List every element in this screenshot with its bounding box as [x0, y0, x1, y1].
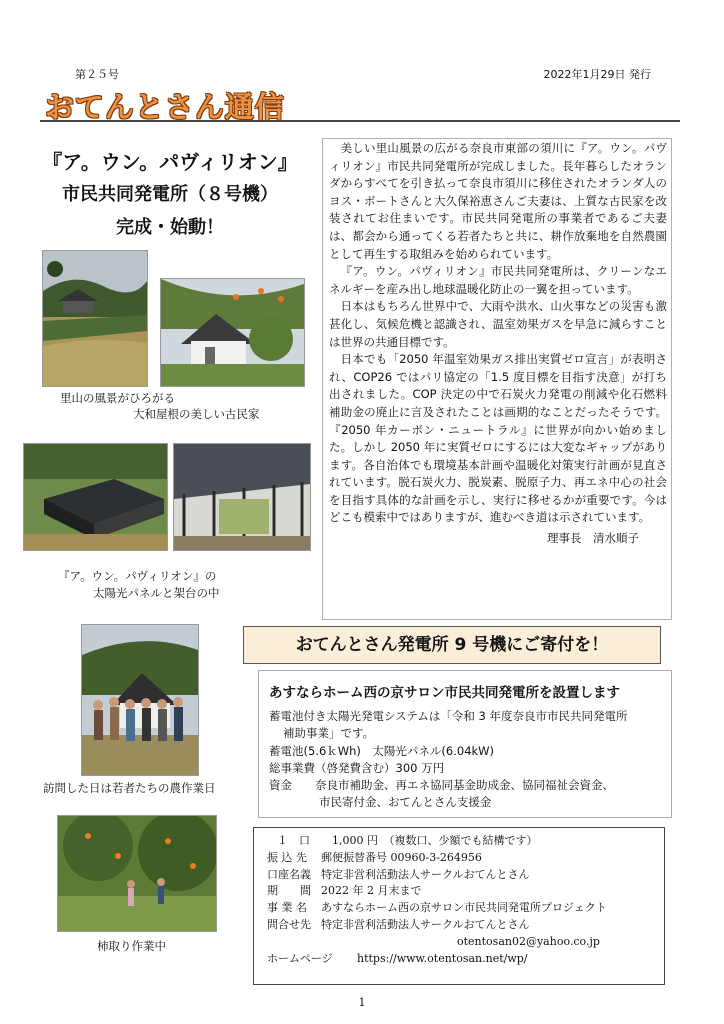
- account-label: 口座名義: [267, 867, 311, 881]
- homepage-label: ホームページ: [267, 951, 333, 965]
- pavilion-inside-photo: [173, 443, 311, 551]
- caption-panel-2: 太陽光パネルと架台の中: [93, 586, 220, 600]
- issue-number: 第２５号: [75, 68, 119, 81]
- period-value: 2022 年 2 月末まで: [321, 884, 422, 898]
- masthead-title: おてんとさん通信: [45, 90, 285, 124]
- donation-banner: おてんとさん発電所 9 号機にご寄付を！: [243, 626, 661, 664]
- period-row: [267, 883, 664, 900]
- contact-label: 問合せ先: [267, 917, 311, 931]
- headline-line3: 完成・始動！: [116, 217, 224, 238]
- visitors-photo: [81, 624, 199, 776]
- project-line: 総事業費（啓発費含む）300 万円: [269, 760, 445, 775]
- caption-panel-1: 『ア。ウン。パヴィリオン』の: [58, 569, 217, 583]
- homepage-row: [267, 951, 664, 968]
- project-line: 蓄電池(5.6ｋWh) 太陽光パネル(6.04kW): [269, 743, 495, 758]
- donation-info-box: [253, 827, 665, 985]
- landscape-photo: [42, 250, 148, 387]
- contact-row: [267, 917, 664, 934]
- issue-date: 2022年1月29日 発行: [543, 68, 651, 81]
- article-box: [322, 138, 672, 620]
- account-row: [267, 867, 664, 884]
- article-paragraph: 日本はもちろん世界中で、大雨や洪水、山火事などの災害も激甚化し、気候危機と認識され、温室効果ガスを早急に減らすことは世界の共通目標です。: [329, 299, 667, 349]
- caption-visit: 訪問した日は若者たちの農作業日: [43, 781, 216, 795]
- transfer-row: [267, 850, 664, 867]
- headline-line1: 『ア。ウン。パヴィリオン』: [42, 150, 298, 174]
- page-number: 1: [358, 996, 366, 1009]
- contact-value: 特定非営利活動法人サークルおてんとさん: [321, 917, 530, 931]
- caption-persimmon: 柿取り作業中: [97, 939, 166, 953]
- project-line: 蓄電池付き太陽光発電システムは「令和 3 年度奈良市市民共同発電所: [269, 709, 628, 723]
- transfer-value: 郵便振替番号 00960-3-264956: [321, 850, 482, 864]
- project-heading: あすならホーム西の京サロン市民共同発電所を設置します: [269, 685, 620, 701]
- project-name-label: 事 業 名: [267, 901, 307, 915]
- article-signature: 理事長 清水順子: [547, 531, 639, 546]
- account-value: 特定非営利活動法人サークルおてんとさん: [321, 867, 530, 881]
- article-paragraph: 日本でも「2050 年温室効果ガス排出実質ゼロ宣言」が表明され、COP26 ではパリ協定の「1.5 度目標を目指す決意」が打ち出されました。COP 決定の中で石炭火力発電の削減や化石燃料補助金の廃止に言及されたことは画期的なことだったそうです。『2050 年カーボン・ニュートラル』に世界が向かい始めました。しかし 2050 年に実質ゼロにするには大変なギャップがあります。各自治体でも環境基本計画や温暖化対策実行計画が見直されています。脱石炭火力、脱炭素、脱原子力、再エネ中心の社会を目指す具体的な計画を示し、実行に移せるかが重要です。今はどこも模索中ではありますが、進むべき道は示されています。: [329, 352, 667, 525]
- period-label: 期 間: [267, 884, 311, 898]
- project-line: 資金 奈良市補助金、再エネ協同基金助成金、協同福祉会資金、: [269, 778, 614, 793]
- house-photo: [160, 278, 305, 387]
- pavilion-photo: [23, 443, 168, 551]
- project-details: [269, 708, 627, 812]
- project-line: 補助事業」です。: [283, 726, 375, 741]
- project-name-row: [267, 900, 664, 917]
- transfer-label: 振 込 先: [267, 850, 307, 864]
- article-paragraph: 美しい里山風景の広がる奈良市東部の須川に『ア。ウン。パヴィリオン』市民共同発電所が完成しました。長年暮らしたオランダからすべてを引き払って奈良市須川に移住されたオランダ人のヨス・ボートさんと大久保裕恵さんご夫妻は、上質な古民家を改装されてお住まいです。市民共同発電所の事業者であるご夫妻は、都会から通ってくる若者たちと共に、耕作放棄地を自然農園として再生する取組みを始められています。: [329, 141, 667, 261]
- headline-line2: 市民共同発電所（８号機）: [62, 184, 278, 205]
- project-line: 市民寄付金、おてんとさん支援金: [319, 795, 492, 810]
- masthead: [40, 82, 680, 122]
- homepage-link[interactable]: https://www.otentosan.net/wp/: [357, 951, 528, 965]
- persimmon-photo: [57, 815, 217, 932]
- project-box: [258, 670, 672, 818]
- article-paragraph: 『ア。ウン。パヴィリオン』市民共同発電所は、クリーンなエネルギーを産み出し地球温暖化防止の一翼を担っています。: [329, 264, 667, 296]
- email-link[interactable]: otentosan02@yahoo.co.jp: [457, 934, 600, 948]
- caption-landscape: 里山の風景がひろがる: [60, 391, 175, 405]
- donation-unit: １ 口 1,000 円 （複数口、少額でも結構です）: [277, 834, 538, 847]
- caption-house: 大和屋根の美しい古民家: [133, 407, 260, 421]
- project-name-value: あすならホーム西の京サロン市民共同発電所プロジェクト: [321, 901, 607, 915]
